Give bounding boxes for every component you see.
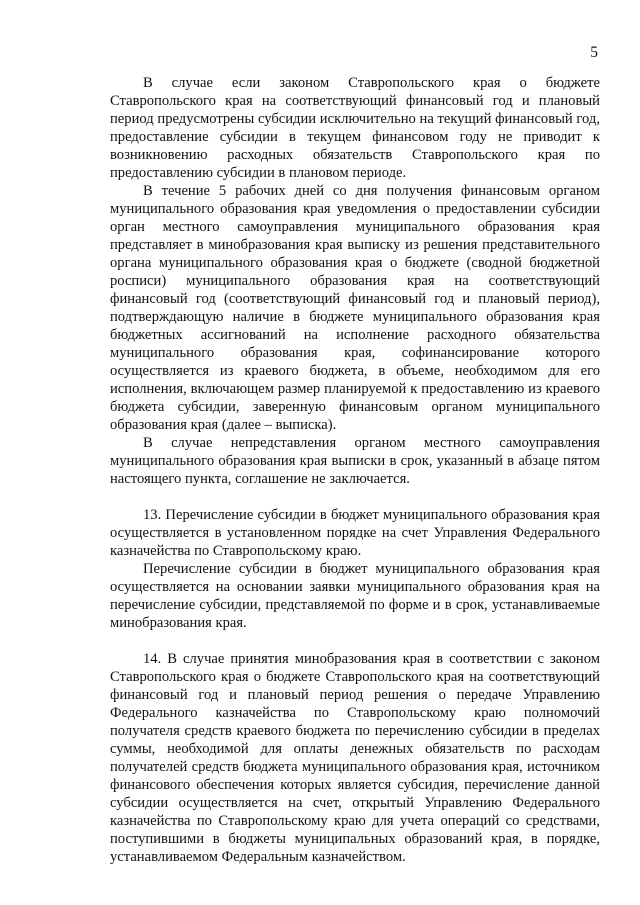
paragraph-extract-not-submitted: В случае непредставления органом местного самоуправления муниципального образования края выписки в срок, указанный в абзаце пятом настоящего пункта, соглашение не заключается. (110, 435, 600, 487)
paragraph-transfer-request: Перечисление субсидии в бюджет муниципального образования края осуществляется на основании заявки муниципального образования края на перечисление субсидии, представляемой по форме и в срок, устанавливаемые минобразования края. (110, 561, 600, 631)
document-body (110, 74, 600, 866)
paragraph-budget-extract-submission: В течение 5 рабочих дней со дня получения финансовым органом муниципального образования края уведомления о предоставлении субсидии орган местного самоуправления муниципального образования края представляет в минобразования края выписку из решения представительного органа муниципального образования края о бюджете (сводной бюджетной росписи) муниципального образования края на соответствующий финансовый год (соответствующий финансовый год и плановый период), подтверждающую наличие в бюджете муниципального образования края бюджетных ассигнований на исполнение расходного обязательства муниципального образования края, софинансирование которого осуществляется из краевого бюджета, в объеме, необходимом для его исполнения, включающем размер планируемой к предоставлению из краевого бюджета субсидии, заверенную финансовым органом муниципального образования края (далее – выписка). (110, 183, 600, 433)
paragraph-gap (110, 488, 600, 506)
paragraph-gap (110, 632, 600, 650)
paragraph-clause-14: 14. В случае принятия минобразования края в соответствии с законом Ставропольского края о бюджете Ставропольского края на соответствующий финансовый год и плановый период решения о передаче Управлению Федерального казначейства по Ставропольскому краю полномочий получателя средств краевого бюджета по перечислению субсидии в пределах суммы, необходимой для оплаты денежных обязательств по расходам получателей средств бюджета муниципального образования края, источником финансового обеспечения которых является субсидия, перечисление данной субсидии осуществляется на счет, открытый Управлению Федерального казначейства по Ставропольскому краю для учета операций со средствами, поступившими в бюджеты муниципальных образований края, в порядке, устанавливаемом Федеральным казначейством. (110, 651, 600, 865)
page-number: 5 (590, 44, 598, 61)
paragraph-subsidy-current-year: В случае если законом Ставропольского края о бюджете Ставропольского края на соответствующий финансовый год и плановый период предусмотрены субсидии исключительно на текущий финансовый год, предоставление субсидии в текущем финансовом году не приводит к возникновению расходных обязательств Ставропольского края по предоставлению субсидии в плановом периоде. (110, 75, 600, 181)
paragraph-clause-13: 13. Перечисление субсидии в бюджет муниципального образования края осуществляется в установленном порядке на счет Управления Федерального казначейства по Ставропольскому краю. (110, 507, 600, 559)
